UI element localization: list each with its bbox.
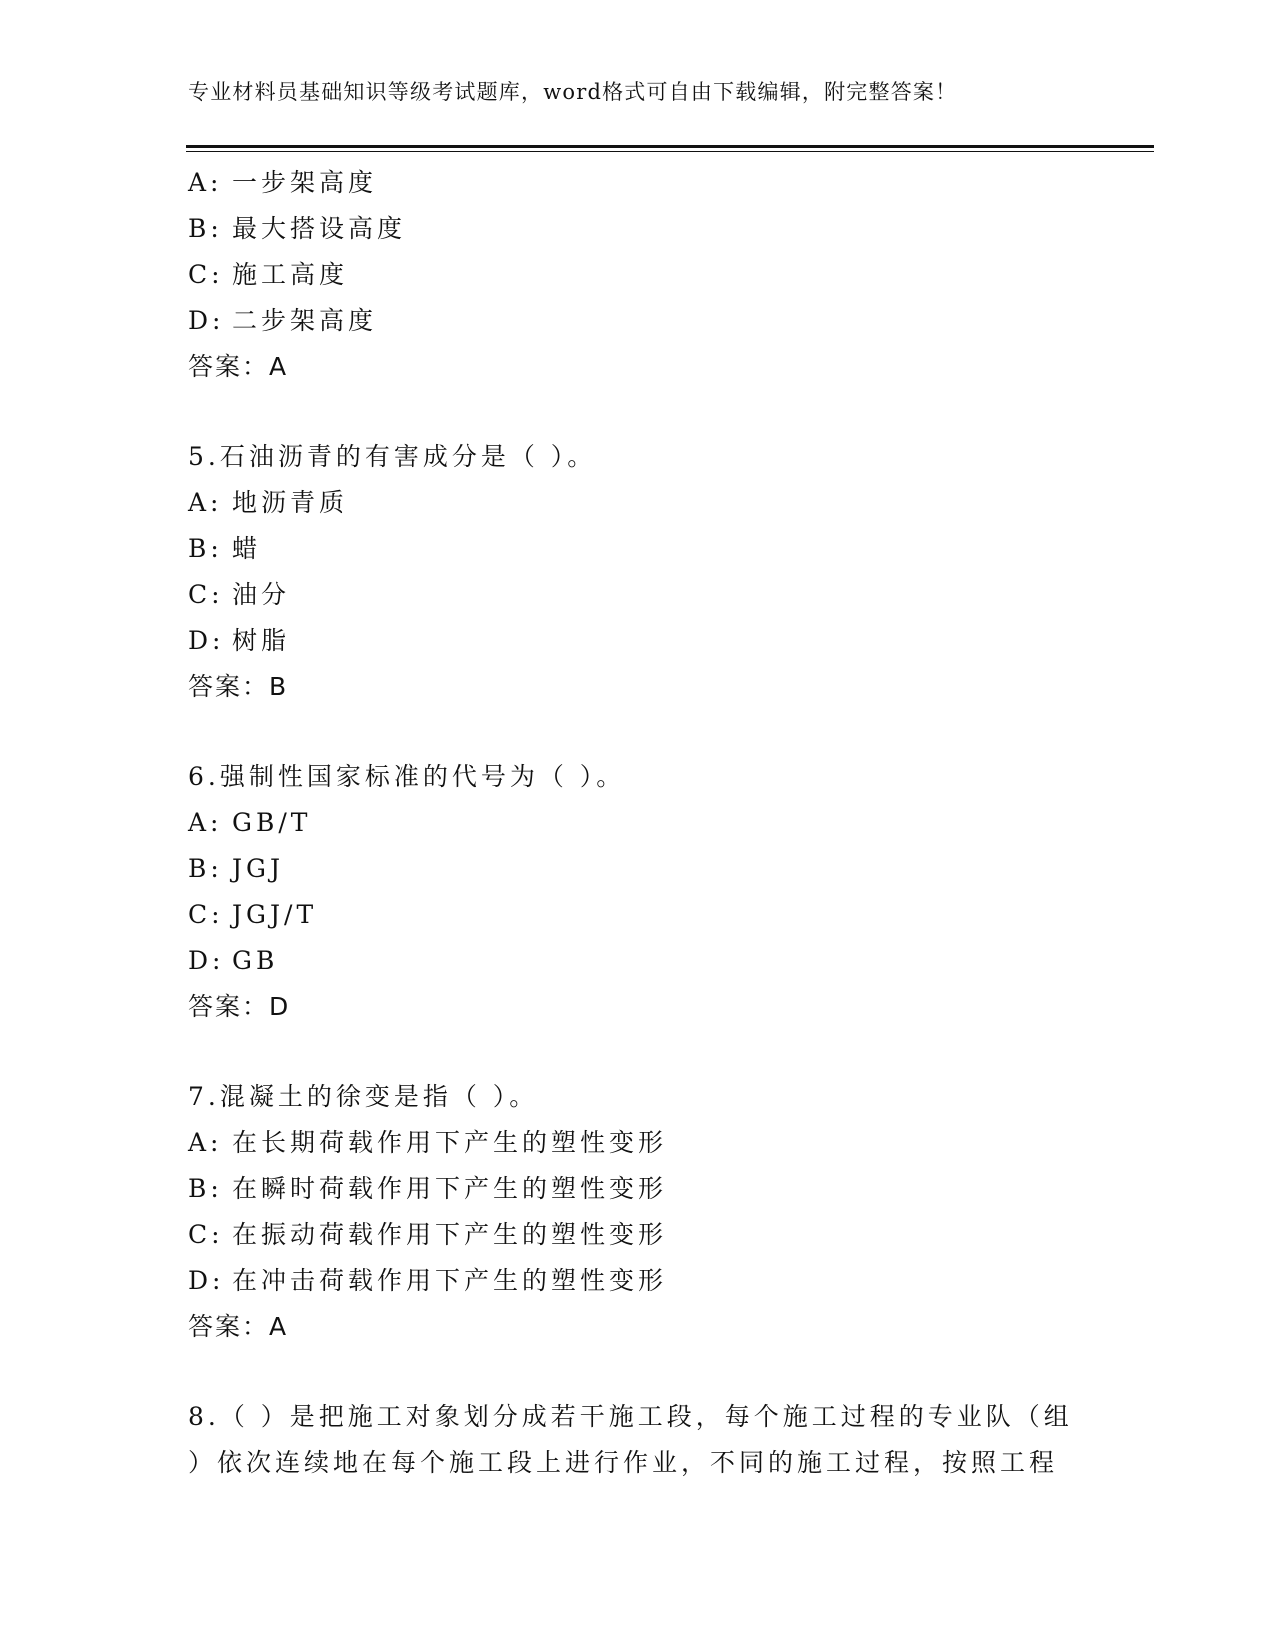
answer-line: 答案：D	[188, 992, 291, 1021]
option-b	[188, 846, 1088, 892]
question-content	[188, 160, 1088, 1486]
spacer	[188, 390, 1088, 434]
option-c	[188, 252, 1088, 298]
option-letter: D:	[188, 946, 225, 975]
question-4-block	[188, 160, 1088, 390]
header-rule-thin	[186, 151, 1154, 152]
question-7-block	[188, 1074, 1088, 1350]
question-5-block	[188, 434, 1088, 710]
option-letter: C:	[188, 900, 224, 929]
option-a	[188, 160, 1088, 206]
option-text: JGJ	[232, 854, 285, 883]
option-letter: B:	[188, 1174, 223, 1203]
header-rule-thick	[186, 145, 1154, 148]
option-c	[188, 572, 1088, 618]
option-b	[188, 1166, 1088, 1212]
option-text: 在长期荷载作用下产生的塑性变形	[232, 1128, 668, 1157]
option-b	[188, 206, 1088, 252]
option-text: 在冲击荷载作用下产生的塑性变形	[232, 1266, 668, 1295]
option-letter: C:	[188, 1220, 224, 1249]
option-a	[188, 800, 1088, 846]
option-a	[188, 480, 1088, 526]
option-d	[188, 298, 1088, 344]
spacer	[188, 710, 1088, 754]
question-text-line-1: 8.（ ）是把施工对象划分成若干施工段，每个施工过程的专业队（组	[188, 1402, 1073, 1431]
option-b	[188, 526, 1088, 572]
option-text: GB/T	[232, 808, 312, 837]
option-letter: A:	[188, 1128, 223, 1157]
spacer	[188, 1030, 1088, 1074]
option-a	[188, 1120, 1088, 1166]
option-d	[188, 938, 1088, 984]
option-text: GB	[232, 946, 279, 975]
question-text: 5.石油沥青的有害成分是（ ）。	[188, 442, 597, 471]
answer-line: 答案：A	[188, 352, 289, 381]
option-letter: D:	[188, 1266, 225, 1295]
option-letter: C:	[188, 260, 224, 289]
option-d	[188, 618, 1088, 664]
option-text: 最大搭设高度	[232, 214, 407, 243]
question-8-block	[188, 1394, 1088, 1486]
option-c	[188, 892, 1088, 938]
option-text: 油分	[232, 580, 291, 609]
option-letter: A:	[188, 808, 223, 837]
answer-line: 答案：B	[188, 672, 289, 701]
option-d	[188, 1258, 1088, 1304]
answer-line: 答案：A	[188, 1312, 289, 1341]
option-text: 树脂	[232, 626, 291, 655]
option-text: 二步架高度	[232, 306, 378, 335]
option-letter: B:	[188, 854, 223, 883]
spacer	[188, 1350, 1088, 1394]
question-text-line-2: ）依次连续地在每个施工段上进行作业，不同的施工过程，按照工程	[188, 1448, 1059, 1477]
option-letter: B:	[188, 214, 223, 243]
option-letter: A:	[188, 488, 223, 517]
option-letter: D:	[188, 626, 225, 655]
question-text: 6.强制性国家标准的代号为（ ）。	[188, 762, 626, 791]
option-text: 施工高度	[232, 260, 349, 289]
question-text: 7.混凝土的徐变是指（ ）。	[188, 1082, 539, 1111]
option-c	[188, 1212, 1088, 1258]
option-text: 一步架高度	[232, 168, 378, 197]
option-text: JGJ/T	[232, 900, 318, 929]
option-text: 蜡	[232, 534, 262, 563]
page-header: 专业材料员基础知识等级考试题库，word格式可自由下载编辑，附完整答案！	[188, 80, 958, 104]
option-letter: C:	[188, 580, 224, 609]
option-text: 在振动荷载作用下产生的塑性变形	[232, 1220, 668, 1249]
option-text: 地沥青质	[232, 488, 349, 517]
option-letter: A:	[188, 168, 223, 197]
question-6-block	[188, 754, 1088, 1030]
option-letter: B:	[188, 534, 223, 563]
option-text: 在瞬时荷载作用下产生的塑性变形	[232, 1174, 668, 1203]
option-letter: D:	[188, 306, 225, 335]
